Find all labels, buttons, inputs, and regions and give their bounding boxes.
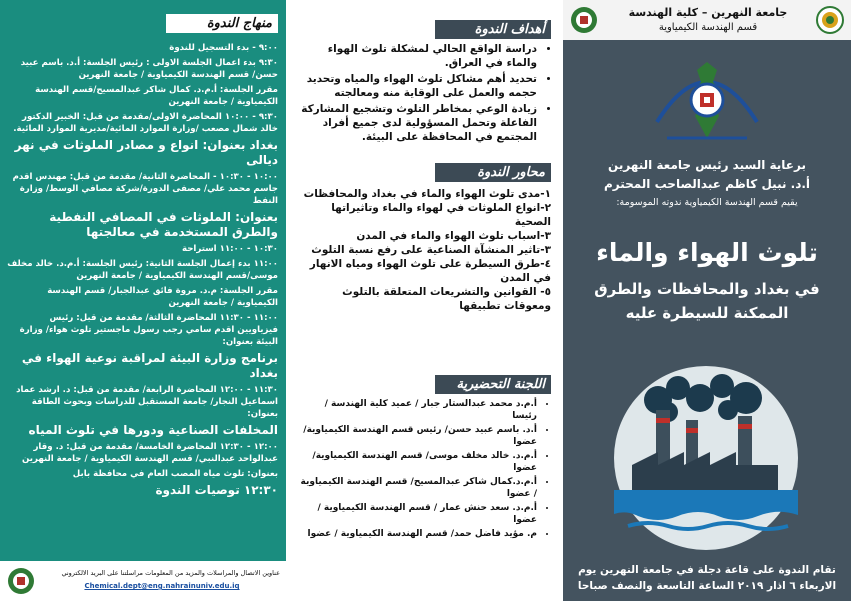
contact-text: عناوين الاتصال والمراسلات والمزيد من المعلومات مراسلتنا على البريد الالكتروني <box>61 569 280 577</box>
contact-email[interactable]: Chemical.dept@eng.nahrainuniv.edu.iq <box>84 582 240 590</box>
patronage-line-3: يقيم قسم الهندسة الكيمياوية ندوته الموسومة: <box>616 197 798 208</box>
agenda-item: برنامج وزارة البيئة لمراقبة نوعية الهواء في بغداد <box>21 351 278 380</box>
department-logo-icon <box>6 566 36 596</box>
agenda-item: ١٠:٠٠ - ١٠:٣٠ - المحاضرة الثانية/ مقدمة من قبل: مهندس اقدم جاسم محمد علي/ مصفى الدورة/شركة مصافي الوسط/ وزارة النفط <box>12 172 278 206</box>
university-name: جامعة النهرين – كلية الهندسة <box>628 6 788 19</box>
agenda-item: ١٠:٣٠ - ١١:٠٠ استراحة <box>182 244 278 254</box>
agenda-item: ١٢:٣٠ توصيات الندوة <box>155 483 278 497</box>
agenda-item: مقرر الجلسة: م.د. مروة فائق عبدالجبار/ قسم الهندسة الكيمياوية / جامعة النهرين <box>47 286 278 308</box>
agenda-item: ١١:٣٠ - ١٢:٠٠ المحاضرة الرابعة/ مقدمة من قبل: د. ارشد عماد اسماعيل النجار/ جامعة المستقبل للدراسات وبحوث الطاقة بعنوان: <box>16 385 278 419</box>
axis-item: ٤-طرق السيطرة على تلوث الهواء ومياه الانهار في المدن <box>309 258 551 284</box>
axis-item: ٥- القوانين والتشريعات المتعلقة بالتلوث ومعوقات تطبيقها <box>342 286 551 312</box>
university-logo-icon <box>815 5 845 35</box>
goal-item: • دراسة الواقع الحالي لمشكلة تلوث الهواء والماء في العراق. <box>299 42 537 70</box>
agenda-item: بعنوان: الملوثات في المصافي النفطية والطرق المستخدمة في معالجتها <box>49 210 278 239</box>
committee-member: • أ.م.د. سعد حنش عمار / قسم الهندسة الكيمياوية / عضوا <box>299 502 537 526</box>
committee-member: • أ.د. باسم عبيد حسن/ رئيس قسم الهندسة الكيمياوية/ عضوا <box>299 424 537 448</box>
agenda-panel <box>0 0 286 561</box>
venue-line-2: الاربعاء ٦ اذار ٢٠١٩ الساعة التاسعة والنصف صباحا <box>577 580 837 592</box>
department-emblem-icon <box>647 42 767 152</box>
agenda-item: بعنوان: تلوث مياه المصب العام في محافظة بابل <box>72 469 278 479</box>
agenda-item: ١١:٠٠ - ١١:٣٠ المحاضرة الثالثة/ مقدمة من قبل: رئيس فيزياويين اقدم سامي رجب رسول ماجستير تلوث هواء/ وزارة البيئة بعنوان: <box>19 313 278 347</box>
cover-column <box>563 0 851 601</box>
committee-header: اللجنة التحضيرية <box>435 375 551 394</box>
axis-item: ٢-انواع الملوثات في لهواء والماء وتاثيراتها الصحية <box>331 202 551 228</box>
agenda-item: ١٢:٠٠ - ١٢:٣٠ المحاضرة الخامسة/ مقدمة من قبل: د. وقار عبدالواحد عبدالنبي/ قسم الهندسة الكيمياوية / جامعة النهرين <box>22 442 278 464</box>
agenda-column <box>0 0 286 601</box>
patronage-line-2: أ.د. نبيل كاظم عبدالصاحب المحترم <box>603 177 811 191</box>
seminar-title-2: في بغداد والمحافظات والطرق <box>594 280 820 298</box>
university-header <box>563 0 851 40</box>
agenda-list <box>6 42 278 501</box>
axis-item: ١-مدى تلوث الهواء والماء في بغداد والمحافظات <box>303 188 551 200</box>
agenda-item: ٩:٠٠ - بدء التسجيل للندوة <box>169 43 278 53</box>
department-name: قسم الهندسة الكيمياوية <box>658 22 758 33</box>
goal-item: • زيادة الوعي بمخاطر التلوث وتشجيع المشاركة الفاعلة وتحمل المسؤولية لدى جميع أفراد المجتمع في المحافظة على البيئة. <box>299 102 537 144</box>
goals-list <box>299 42 551 146</box>
agenda-item: مقرر الجلسة: أ.م.د. كمال شاكر عبدالمسيح/قسم الهندسة الكيمياوية / جامعة النهرين <box>35 85 278 107</box>
committee-member: • أ.م.د. خالد مخلف موسى/ قسم الهندسة الكيمياوية/ عضوا <box>299 450 537 474</box>
agenda-item: ٩:٣٠ - ١٠:٠٠ المحاضرة الاولى/مقدمة من قبل: الخبير الدكتور خالد شمال مصعب /وزارة الموارد المائية/مديرية الموارد المائية. <box>13 112 278 134</box>
axes-list <box>299 187 551 313</box>
college-logo-icon <box>569 5 599 35</box>
agenda-item: ١١:٠٠ بدء إعمال الجلسة الثانية: رئيس الجلسة: أ.م.د. خالد مخلف موسى/قسم الهندسة الكيمياوية / جامعة النهرين <box>7 259 278 281</box>
venue-line-1: تقام الندوة على قاعة دجلة في جامعة النهرين يوم <box>578 564 836 576</box>
agenda-item: بغداد بعنوان: انواع و مصادر الملوثات في نهر ديالى <box>14 138 278 167</box>
committee-list <box>299 398 551 542</box>
committee-member: • أ.م.د.كمال شاكر عبدالمسيح/ قسم الهندسة الكيمياوية / عضوا <box>299 476 537 500</box>
agenda-header: منهاج الندوة <box>166 14 278 33</box>
factory-pollution-illustration <box>588 340 826 550</box>
patronage-line-1: برعاية السيد رئيس جامعة النهرين <box>608 158 806 172</box>
goal-item: • تحديد أهم مشاكل تلوث الهواء والمياه وتحديد حجمه والعمل على الوقاية منه ومعالجته <box>299 72 537 100</box>
goals-column <box>286 0 563 601</box>
committee-member: • م. مؤيد فاضل حمد/ قسم الهندسة الكيمياوية / عضوا <box>299 528 537 540</box>
agenda-item: ٩:٣٠ بدء اعمال الجلسة الاولى : رئيس الجلسة: أ.د. باسم عبيد حسن/ قسم الهندسة الكيمياوية / جامعة النهرين <box>20 58 278 80</box>
contact-footer <box>0 561 286 601</box>
committee-member: • أ.م.د محمد عبدالستار جبار / عميد كلية الهندسة / رئيسا <box>299 398 537 422</box>
axes-header: محاور الندوة <box>435 163 551 182</box>
axis-item: ٣-اسباب تلوث الهواء والماء في المدن <box>356 230 551 242</box>
seminar-title-3: الممكنة للسيطرة عليه <box>625 304 789 322</box>
agenda-item: المخلفات الصناعية ودورها في تلوث المياه <box>28 423 278 437</box>
goals-header: أهداف الندوة <box>435 20 551 39</box>
axis-item: ٣-تاثير المنشآة الصناعية على رفع نسبة التلوث <box>311 244 551 256</box>
seminar-title-1: تلوث الهواء والماء <box>596 238 818 267</box>
